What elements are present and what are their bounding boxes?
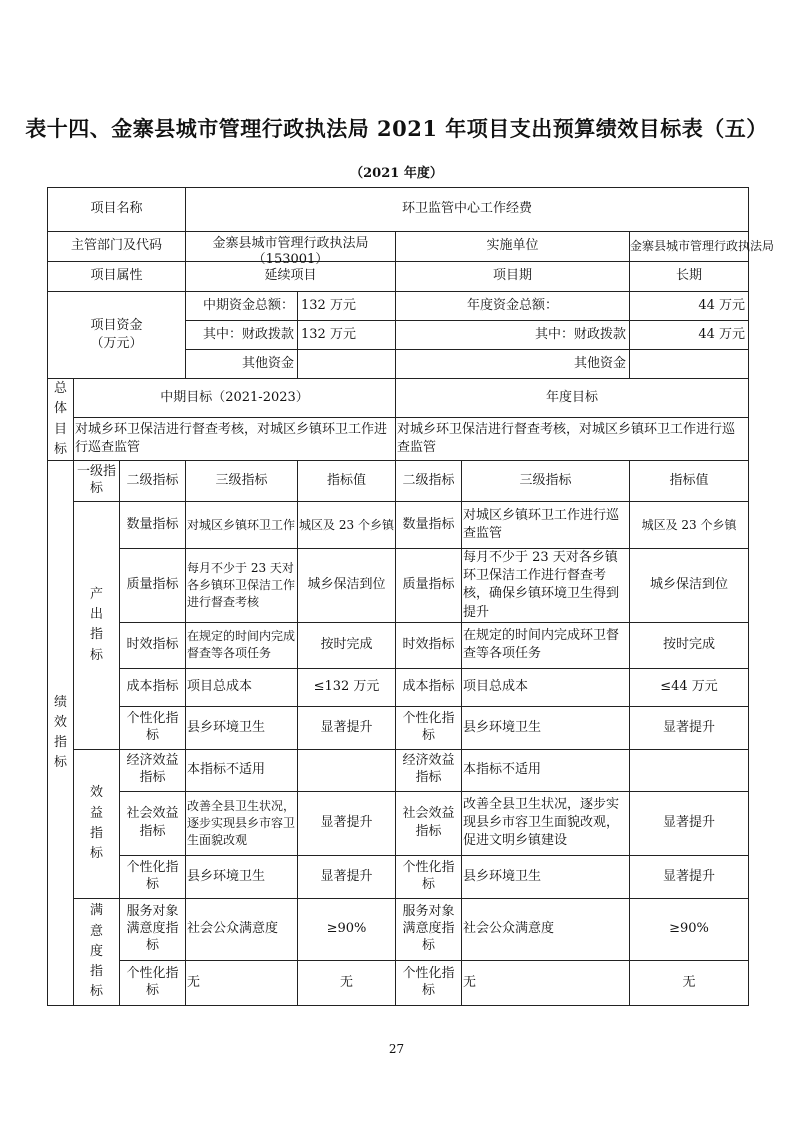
mid-fiscal-label: 其中：财政拨款: [186, 321, 298, 350]
row-goals-text: [48, 418, 749, 461]
cell-l3-year: 在规定的时间内完成环卫督查等各项任务: [462, 622, 630, 668]
impl-value: 金寨县城市管理行政执法局: [630, 232, 749, 262]
cell-l2-year: 时效指标: [396, 622, 462, 668]
cell-value-year: [630, 749, 749, 791]
dept-label: 主管部门及代码: [48, 232, 186, 262]
cell-value-year: ≥90%: [630, 898, 749, 960]
cell-l2: 质量指标: [120, 549, 186, 623]
row-project-name: [48, 188, 749, 232]
cell-l3: 项目总成本: [186, 668, 298, 706]
cell-l3: 社会公众满意度: [186, 898, 298, 960]
cell-value: 城乡保洁到位: [298, 549, 396, 623]
cell-l3-year: 改善全县卫生状况，逐步实现县乡市容卫生面貌改观，促进文明乡镇建设: [462, 791, 630, 855]
cell-l2: 社会效益指标: [120, 791, 186, 855]
table-row: [48, 898, 749, 960]
cell-l3: 本指标不适用: [186, 749, 298, 791]
year-goal-label: 年度目标: [396, 379, 749, 418]
row-goals-header: [48, 379, 749, 418]
cell-value-year: 城区及 23 个乡镇: [630, 502, 749, 549]
cell-l3-year: 社会公众满意度: [462, 898, 630, 960]
table-row: [48, 960, 749, 1005]
mid-total-label: 中期资金总额：: [186, 292, 298, 321]
period-label: 项目期: [396, 262, 630, 292]
header-level3-year: 三级指标: [462, 461, 630, 502]
cell-l3-year: 项目总成本: [462, 668, 630, 706]
cell-value: ≤132 万元: [298, 668, 396, 706]
budget-target-table: [47, 187, 775, 1006]
table-row: [48, 549, 749, 623]
cell-l2: 服务对象满意度指标: [120, 898, 186, 960]
cell-value-year: 无: [630, 960, 749, 1005]
cell-l3-year: 本指标不适用: [462, 749, 630, 791]
cell-l2-year: 个性化指标: [396, 960, 462, 1005]
year-total-label: 年度资金总额：: [396, 292, 630, 321]
cell-l2: 成本指标: [120, 668, 186, 706]
header-level2: 二级指标: [120, 461, 186, 502]
cell-value: 显著提升: [298, 791, 396, 855]
header-level2-year: 二级指标: [396, 461, 462, 502]
cell-l3-year: 无: [462, 960, 630, 1005]
cell-l3: 在规定的时间内完成督查等各项任务: [186, 622, 298, 668]
cell-l2: 个性化指标: [120, 855, 186, 898]
cell-l2-year: 服务对象满意度指标: [396, 898, 462, 960]
cell-value-year: 显著提升: [630, 855, 749, 898]
year-goal-text: 对城乡环卫保洁进行督查考核，对城区乡镇环卫工作进行巡查监管: [396, 418, 749, 461]
cell-value: 显著提升: [298, 855, 396, 898]
year-other-value: [630, 350, 749, 379]
cell-l2: 经济效益指标: [120, 749, 186, 791]
project-name-label: 项目名称: [48, 188, 186, 232]
row-department: [48, 232, 749, 262]
row-funds-total: [48, 292, 749, 321]
cell-l2: 个性化指标: [120, 706, 186, 749]
funds-unit: （万元）: [90, 336, 143, 351]
satisfaction-label: 满意度指标: [74, 898, 120, 1005]
goals-label: 总体目标: [48, 379, 74, 461]
cell-value-year: 按时完成: [630, 622, 749, 668]
cell-value: [298, 749, 396, 791]
cell-l3: 县乡环境卫生: [186, 855, 298, 898]
page-number: 27: [388, 1042, 405, 1056]
dept-cell: [186, 232, 396, 268]
page-title: 表十四、金寨县城市管理行政执法局 2021 年项目支出预算绩效目标表（五）: [25, 116, 768, 141]
cell-l2-year: 个性化指标: [396, 855, 462, 898]
cell-l2-year: 经济效益指标: [396, 749, 462, 791]
header-level1: 一级指标: [74, 461, 120, 502]
dept-value: 金寨县城市管理行政执法局: [212, 235, 369, 251]
cell-l3-year: 县乡环境卫生: [462, 706, 630, 749]
indicators-label: 绩效指标: [48, 461, 74, 1006]
table-row: [48, 791, 749, 855]
cell-value-year: ≤44 万元: [630, 668, 749, 706]
mid-goal-text: 对城乡环卫保洁进行督查考核，对城区乡镇环卫工作进行巡查监管: [74, 418, 396, 461]
cell-l3-year: 县乡环境卫生: [462, 855, 630, 898]
table-row: [48, 622, 749, 668]
cell-l2-year: 成本指标: [396, 668, 462, 706]
dept-code: （153001）: [252, 252, 329, 268]
cell-l3-year: 对城区乡镇环卫工作进行巡查监管: [462, 502, 630, 549]
cell-l3-year: 每月不少于 23 天对各乡镇环卫保洁工作进行督查考核，确保乡镇环境卫生得到提升: [462, 549, 630, 623]
impl-label: 实施单位: [396, 232, 630, 262]
cell-value: 显著提升: [298, 706, 396, 749]
cell-value-year: 显著提升: [630, 791, 749, 855]
cell-value: ≥90%: [298, 898, 396, 960]
cell-l3: 无: [186, 960, 298, 1005]
year-other-label: 其他资金: [396, 350, 630, 379]
header-level3: 三级指标: [186, 461, 298, 502]
funds-label: 项目资金: [90, 317, 143, 333]
cell-value: 无: [298, 960, 396, 1005]
mid-total-value: 132 万元: [298, 292, 396, 321]
row-attribute: [48, 262, 749, 292]
mid-fiscal-value: 132 万元: [298, 321, 396, 350]
project-name-value: 环卫监管中心工作经费: [186, 188, 749, 232]
cell-value: 城区及 23 个乡镇: [298, 502, 396, 549]
header-value: 指标值: [298, 461, 396, 502]
table-row: [48, 706, 749, 749]
benefit-label: 效益指标: [74, 749, 120, 898]
year-fiscal-value: 44 万元: [630, 321, 749, 350]
period-value: 长期: [630, 262, 749, 292]
table-row: [48, 855, 749, 898]
cell-l3: 每月不少于 23 天对各乡镇环卫保洁工作进行督查考核: [186, 549, 298, 623]
attr-value: 延续项目: [186, 262, 396, 292]
cell-l2-year: 数量指标: [396, 502, 462, 549]
cell-l3: 对城区乡镇环卫工作: [186, 502, 298, 549]
cell-l3: 改善全县卫生状况，逐步实现县乡市容卫生面貌改观: [186, 791, 298, 855]
year-total-value: 44 万元: [630, 292, 749, 321]
cell-l2: 数量指标: [120, 502, 186, 549]
cell-l2: 时效指标: [120, 622, 186, 668]
cell-l2-year: 个性化指标: [396, 706, 462, 749]
mid-other-label: 其他资金: [186, 350, 298, 379]
cell-l2: 个性化指标: [120, 960, 186, 1005]
mid-goal-label: 中期目标（2021-2023）: [74, 379, 396, 418]
page-subtitle: （2021 年度）: [350, 166, 443, 181]
output-label: 产出指标: [74, 502, 120, 750]
attr-label: 项目属性: [48, 262, 186, 292]
cell-l3: 县乡环境卫生: [186, 706, 298, 749]
table-row: [48, 668, 749, 706]
cell-value-year: 城乡保洁到位: [630, 549, 749, 623]
table-row: [48, 749, 749, 791]
table-row: [48, 502, 749, 549]
cell-value: 按时完成: [298, 622, 396, 668]
cell-l2-year: 社会效益指标: [396, 791, 462, 855]
funds-label-cell: [48, 292, 186, 379]
row-indicator-header: [48, 461, 749, 502]
cell-value-year: 显著提升: [630, 706, 749, 749]
mid-other-value: [298, 350, 396, 379]
header-value-year: 指标值: [630, 461, 749, 502]
cell-l2-year: 质量指标: [396, 549, 462, 623]
year-fiscal-label: 其中：财政拨款: [396, 321, 630, 350]
